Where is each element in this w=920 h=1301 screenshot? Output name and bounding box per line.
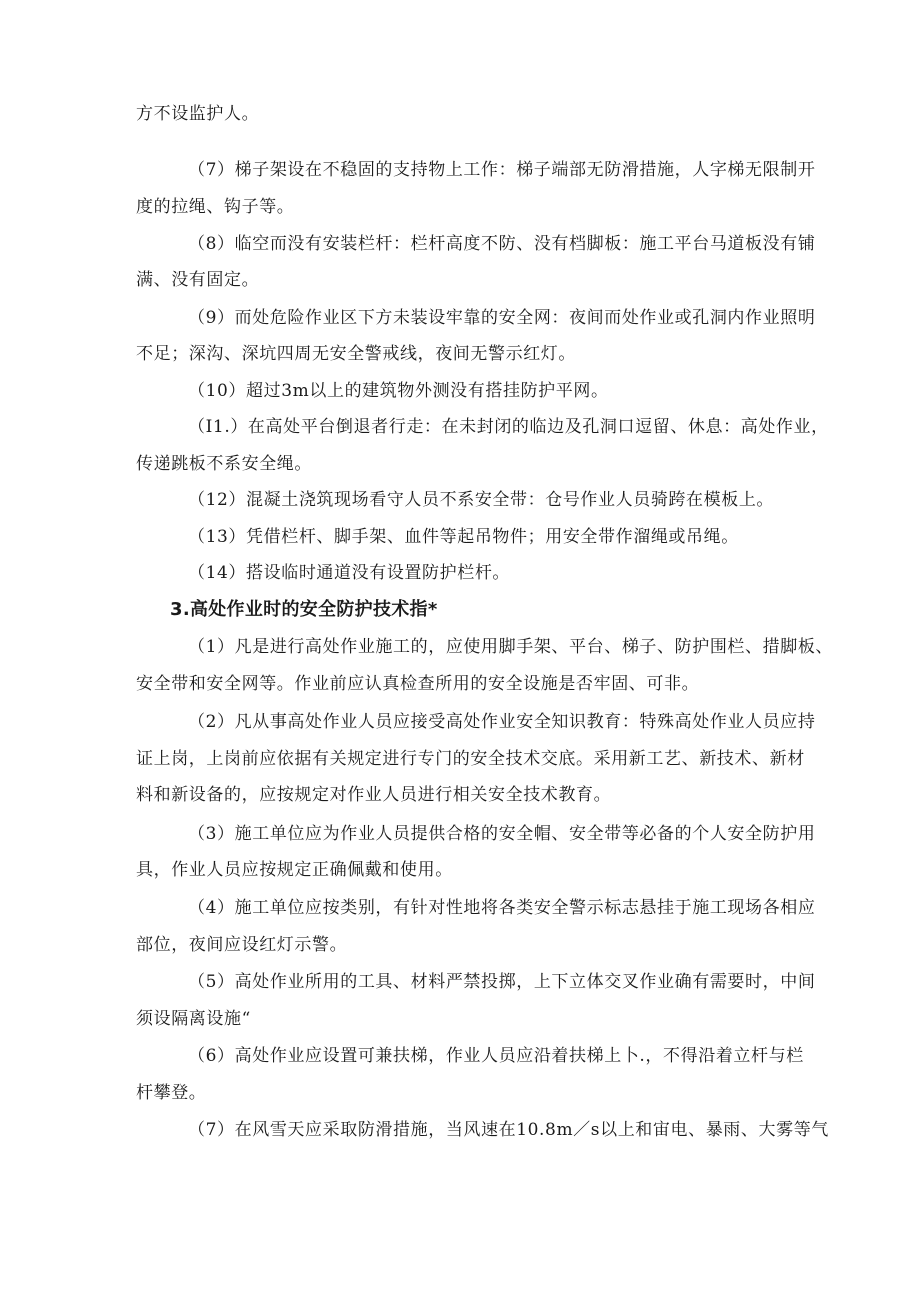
paragraph-line: （7）梯子架设在不稳固的支持物上工作：梯子端部无防滑措施，人字梯无限制开	[188, 160, 816, 180]
paragraph-line: 部位，夜间应设红灯示警。	[136, 935, 348, 955]
paragraph-line: 度的拉绳、钩子等。	[136, 197, 295, 217]
section-heading: 3.高处作业时的安全防护技术指*	[170, 599, 438, 620]
paragraph-line: （3）施工单位应为作业人员提供合格的安全帽、安全带等必备的个人安全防护用	[188, 824, 816, 844]
paragraph-line: （8）临空而没有安装栏杆：栏杆高度不防、没有档脚板：施工平台马道板没有铺	[188, 234, 816, 254]
paragraph-line: 安全带和安全网等。作业前应认真检查所用的安全设施是否牢固、可非。	[136, 674, 700, 694]
paragraph-line: （13）凭借栏杆、脚手架、血件等起吊物件；用安全带作溜绳或吊绳。	[188, 527, 739, 547]
paragraph-line: （7）在风雪天应采取防滑措施，当风速在10.8m／s以上和宙电、暴雨、大雾等气	[188, 1120, 829, 1140]
paragraph-line: 证上岗，上岗前应依据有关规定进行专门的安全技术交底。采用新工艺、新技术、新材	[136, 749, 805, 769]
paragraph-line: （5）高处作业所用的工具、材料严禁投掷，上下立体交叉作业确有需要时，中间	[188, 972, 816, 992]
paragraph-line: （4）施工单位应按类别，有针对性地将各类安全警示标志悬挂于施工现场各相应	[188, 898, 816, 918]
paragraph-line: （I1.）在高处平台倒退者行走：在未封闭的临边及孔洞口逗留、休息：高处作业，	[188, 417, 829, 437]
paragraph-line: 杆攀登。	[136, 1083, 207, 1103]
paragraph-line: （14）搭设临时通道没有设置防护栏杆。	[188, 563, 511, 583]
paragraph-line: （6）高处作业应设置可兼扶梯，作业人员应沿着扶梯上卜.，不得沿着立杆与栏	[188, 1046, 804, 1066]
paragraph-line: 不足；深沟、深坑四周无安全警戒线，夜间无警示红灯。	[136, 344, 576, 364]
paragraph-line: 料和新设备的，应按规定对作业人员进行相关安全技术教育。	[136, 785, 612, 805]
paragraph-line: （2）凡从事高处作业人员应接受高处作业安全知识教育：特殊高处作业人员应持	[188, 712, 816, 732]
paragraph-line: 满、没有固定。	[136, 270, 260, 290]
paragraph-line: （1）凡是进行高处作业施工的，应使用脚手架、平台、梯子、防护围栏、措脚板、	[188, 637, 834, 657]
paragraph-line: （12）混凝土浇筑现场看守人员不系安全带：仓号作业人员骑跨在模板上。	[188, 490, 775, 510]
paragraph-line: 传递跳板不系安全绳。	[136, 454, 312, 474]
paragraph-line: 方不设监护人。	[136, 104, 260, 124]
paragraph-line: （9）而处危险作业区下方未装设牢靠的安全网：夜间而处作业或孔洞内作业照明	[188, 308, 816, 328]
paragraph-line: （10）超过3m以上的建筑物外测没有搭挂防护平网。	[188, 381, 609, 401]
paragraph-line: 具，作业人员应按规定正确佩戴和使用。	[136, 860, 453, 880]
paragraph-line: 须设隔离设施“	[136, 1009, 251, 1029]
